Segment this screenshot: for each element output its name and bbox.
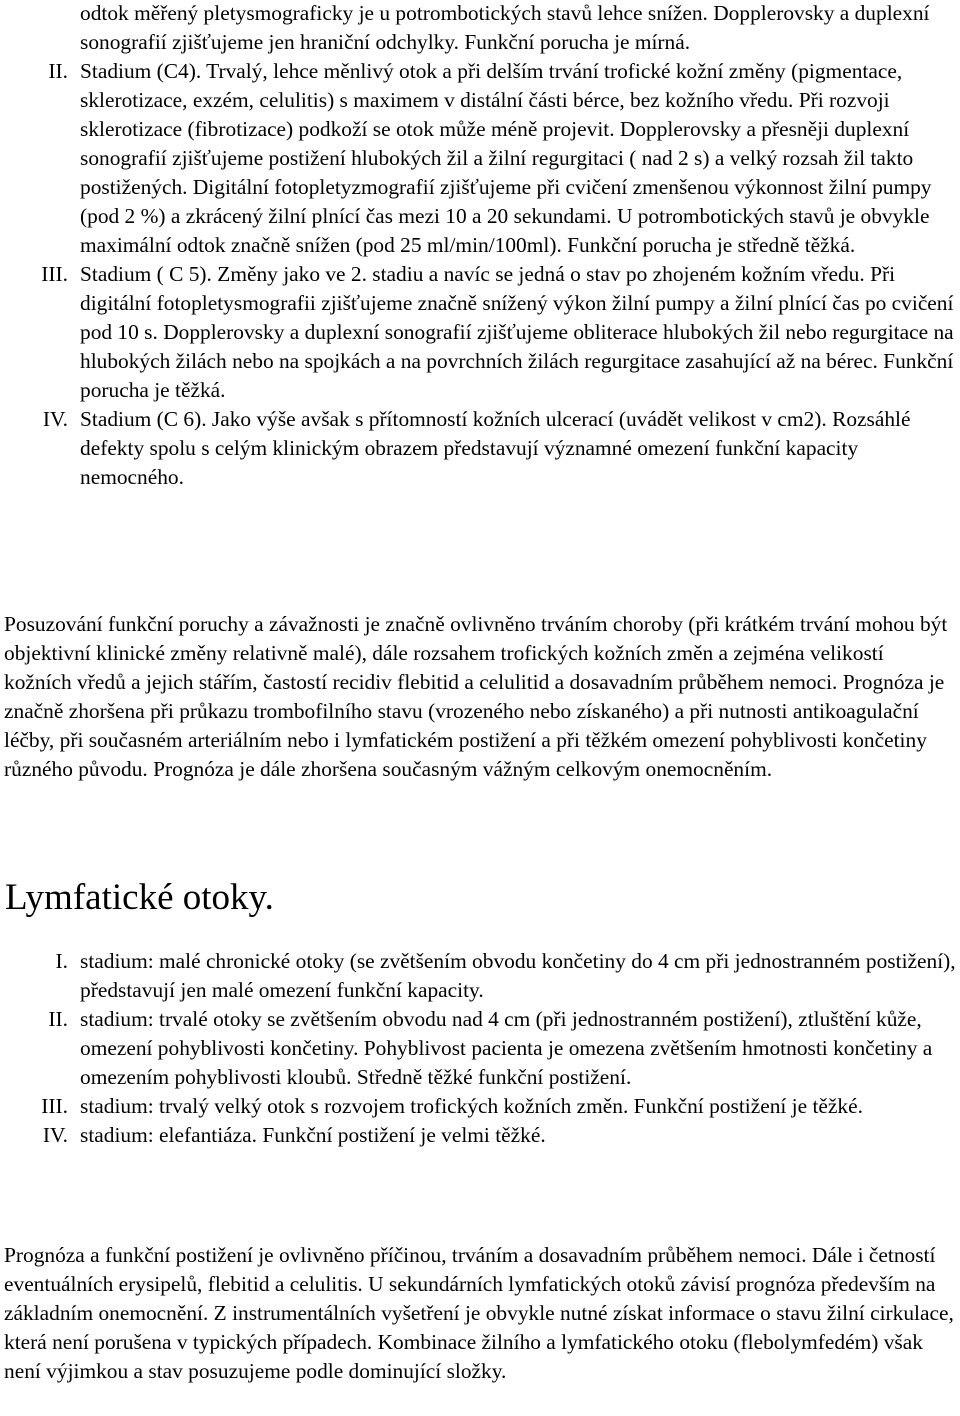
item-text: stadium: trvalé otoky se zvětšením obvodu nad 4 cm (při jednostranném postižení), ztluštění kůže, omezení pohyblivosti končetiny. Pohyblivost pacienta je omezena zvětšením hmotnosti končetiny a omezením pohyblivosti kloubů. Středně těžké funkční postižení. (80, 1007, 933, 1089)
item-text: Stadium (C 6). Jako výše avšak s přítomností kožních ulcerací (uvádět velikost v cm2). Rozsáhlé defekty spolu s celým klinickým obrazem představují významné omezení funkční kapacity nemocného. (80, 407, 911, 489)
assessment-paragraph: Posuzování funkční poruchy a závažnosti je značně ovlivněno trváním choroby (při krátkém trvání mohou být objektivní klinické změny relativně malé), dále rozsahem trofických kožních změn a zejména velikostí kožních vředů a jejich stářím, častostí recidiv flebitid a celulitid a dosavadním průběhem nemoci. Prognóza je značně zhoršena při průkazu trombofilního stavu (vrozeného nebo získaného) a při nutnosti antikoagulační léčby, při současném arteriálním nebo i lymfatickém postižení a při těžkém omezení pohyblivosti končetiny různého původu. Prognóza je dále zhoršena současným vážným celkovým onemocněním. (4, 612, 948, 781)
list-item-stage-2 (0, 57, 960, 260)
list-item-stage-4 (0, 1121, 960, 1150)
item-number: II. (48, 1007, 68, 1031)
item-number: III. (41, 1094, 68, 1118)
item-number: IV. (42, 1123, 68, 1147)
prognosis-paragraph: Prognóza a funkční postižení je ovlivněno příčinou, trváním a dosavadním průběhem nemoci. Dále i četností eventuálních erysipelů, flebitid a celulitis. U sekundárních lymfatických otoků závisí prognóza především na základním onemocnění. Z instrumentálních vyšetření je obvykle nutné získat informace o stavu žilní cirkulace, která není porušena v typických případech. Kombinace žilního a lymfatického otoku (flebolymfedém) však není výjimkou a stav posuzujeme podle dominující složky. (4, 1243, 954, 1383)
item-text: odtok měřený pletysmograficky je u potrombotických stavů lehce snížen. Dopplerovsky a duplexní sonografií zjišťujeme jen hraniční odchylky. Funkční porucha je mírná. (80, 1, 930, 54)
item-number: I. (55, 949, 68, 973)
list-item-continuation (0, 0, 960, 57)
item-number: IV. (42, 407, 68, 431)
list-item-stage-3 (0, 260, 960, 405)
list-item-stage-4 (0, 405, 960, 492)
list-item-stage-1 (0, 947, 960, 1005)
venous-stages-list (0, 0, 960, 492)
list-item-stage-3 (0, 1092, 960, 1121)
section-heading: Lymfatické otoky. (5, 877, 274, 918)
item-number: III. (41, 262, 68, 286)
item-text: Stadium (C4). Trvalý, lehce měnlivý otok a při delším trvání trofické kožní změny (pigmentace, sklerotizace, exzém, celulitis) s maximem v distální části bérce, bez kožního vředu. Při rozvoji sklerotizace (fibrotizace) podkoží se otok může méně projevit. Dopplerovsky a přesněji duplexní sonografií zjišťujeme postižení hlubokých žil a žilní regurgitaci ( nad 2 s) a velký rozsah žil takto postižených. Digitální fotopletyzmografií zjišťujeme při cvičení zmenšenou výkonnost žilní pumpy (pod 2 %) a zkrácený žilní plnící čas mezi 10 a 20 sekundami. U potrombotických stavů je obvykle maximální odtok značně snížen (pod 25 ml/min/100ml). Funkční porucha je středně těžká. (80, 59, 932, 257)
item-number: II. (48, 59, 68, 83)
item-text: stadium: elefantiáza. Funkční postižení je velmi těžké. (80, 1123, 546, 1147)
item-text: stadium: trvalý velký otok s rozvojem trofických kožních změn. Funkční postižení je těžké. (80, 1094, 863, 1118)
item-text: Stadium ( C 5). Změny jako ve 2. stadiu a navíc se jedná o stav po zhojeném kožním vředu. Při digitální fotopletysmografii zjišťujeme značně snížený výkon žilní pumpy a žilní plnící čas po cvičení pod 10 s. Dopplerovsky a duplexní sonografií zjišťujeme obliterace hlubokých žil nebo regurgitace na hlubokých žilách nebo na spojkách a na povrchních žilách regurgitace zasahující až na bérec. Funkční porucha je těžká. (80, 262, 954, 402)
lymphatic-stages-list (0, 947, 960, 1150)
item-text: stadium: malé chronické otoky (se zvětšením obvodu končetiny do 4 cm při jednostranném postižení), představují jen malé omezení funkční kapacity. (80, 949, 956, 1002)
list-item-stage-2 (0, 1005, 960, 1092)
